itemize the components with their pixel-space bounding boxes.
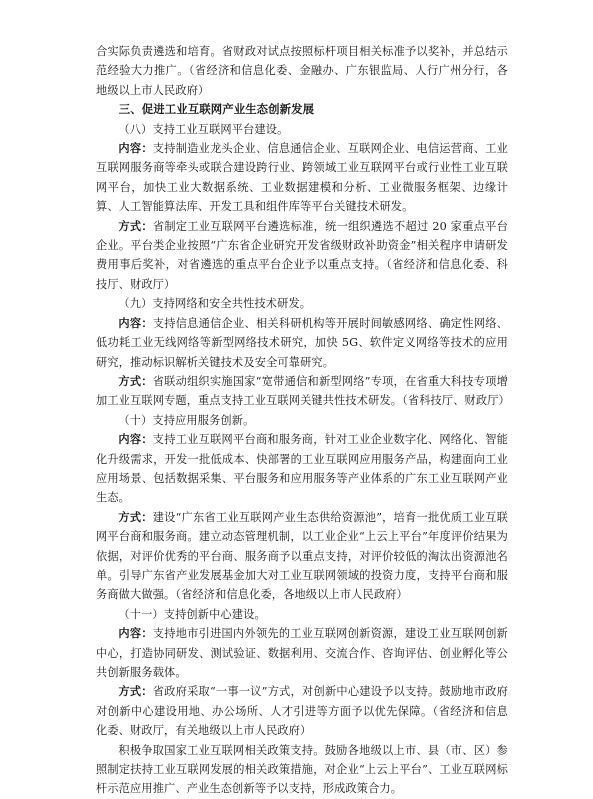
- content-text: 支持地市引进国内外领先的工业互联网创新资源，建设工业互联网创新中心，打造协同研发、测试验证、数据利用、交流合作、咨询评估、创业孵化等公共创新服务载体。: [96, 627, 508, 679]
- method-label: 方式：: [118, 684, 153, 699]
- content-paragraph-10: [96, 430, 508, 508]
- content-paragraph-9: [96, 314, 508, 372]
- method-text: 省政府采取“一事一议”方式，对创新中心建设予以支持。鼓励地市政府对创新中心建设用地、办公场所、人才引进等方面予以优先保障。（省经济和信息化委、财政厅，有关地级以上市人民政府）: [96, 685, 508, 738]
- method-label: 方式：: [118, 373, 153, 388]
- method-text: 省制定工业互联网平台遴选标准，统一组织遴选不超过 20 家重点平台企业。平台类企业按照“广东省企业研究开发省级财政补助资金”相关程序申请研发费用事后奖补，对省遴选的重点平台企业予以重点支持。（省经济和信息化委、科技厅、财政厅）: [96, 219, 508, 291]
- method-paragraph-9: [96, 372, 508, 411]
- method-paragraph-10: [96, 508, 508, 605]
- method-text: 省联动组织实施国家“宽带通信和新型网络”专项，在省重大科技专项增加工业互联网专题，重点支持工业互联网关键共性技术研发。（省科技厅、财政厅）: [96, 374, 510, 408]
- method-paragraph-8: [96, 217, 508, 295]
- content-label: 内容：: [118, 626, 153, 641]
- subsection-title-10: （十）支持应用服务创新。: [118, 413, 255, 427]
- content-text: 支持工业互联网平台商和服务商，针对工业企业数字化、网络化、智能化升级需求，开发一批低成本、快部署的工业互联网应用服务产品，构建面向工业应用场景、包括数据采集、平台服务和应用服务等产业体系的广东工业互联网产业生态。: [96, 433, 508, 505]
- content-paragraph-11: [96, 624, 508, 682]
- document-page: [96, 42, 508, 799]
- method-text: 建设“广东省工业互联网产业生态供给资源池”，培育一批优质工业互联网平台商和服务商。建立动态管理机制，以工业企业“上云上平台”年度评价结果为依据，对评价优秀的平台商、服务商予以重点支持，对评价较低的淘汰出资源池名单。引导广东省产业发展基金加大对工业互联网领域的投资力度，支持平台商和服务商做大做强。（省经济和信息化委，各地级以上市人民政府）: [96, 510, 508, 602]
- subsection-title-9: （九）支持网络和安全共性技术研发。: [118, 297, 312, 311]
- content-label: 内容：: [118, 141, 153, 156]
- subsection-title-11: （十一）支持创新中心建设。: [118, 607, 266, 621]
- paragraph-intro: 合实际负责遴选和培育。省财政对试点按照标杆项目相关标准予以奖补，并总结示范经验大力推广。（省经济和信息化委、金融办、广东银监局、人行广州分行，各地级以上市人民政府）: [96, 45, 508, 97]
- section-heading: 三、促进工业互联网产业生态创新发展: [118, 102, 315, 117]
- method-label: 方式：: [118, 218, 153, 233]
- method-paragraph-11: [96, 682, 508, 740]
- method-label: 方式：: [118, 509, 153, 524]
- content-label: 内容：: [118, 315, 153, 330]
- content-label: 内容：: [118, 432, 153, 447]
- content-text: 支持信息通信企业、相关科研机构等开展时间敏感网络、确定性网络、低功耗工业无线网络等新型网络技术研究，加快 5G、软件定义网络等技术的应用研究，推动标识解析关键技术及安全可靠研究。: [96, 316, 508, 369]
- content-text: 支持制造业龙头企业、信息通信企业、互联网企业、电信运营商、工业互联网服务商等牵头或联合建设跨行业、跨领域工业互联网平台或行业性工业互联网平台，加快工业大数据系统、工业数据建模和分析、工业微服务框架、边缘计算、人工智能算法库、开发工具和组件库等平台关键技术研发。: [96, 142, 508, 214]
- closing-paragraph: 积极争取国家工业互联网相关政策支持。鼓励各地级以上市、县（市、区）参照制定扶持工业互联网发展的相关政策措施，对企业“上云上平台”、工业互联网标杆示范应用推广、产业生态创新等予以支持，形成政策合力。: [96, 743, 508, 796]
- subsection-title-8: （八）支持工业互联网平台建设。: [118, 122, 289, 136]
- content-paragraph-8: [96, 139, 508, 217]
